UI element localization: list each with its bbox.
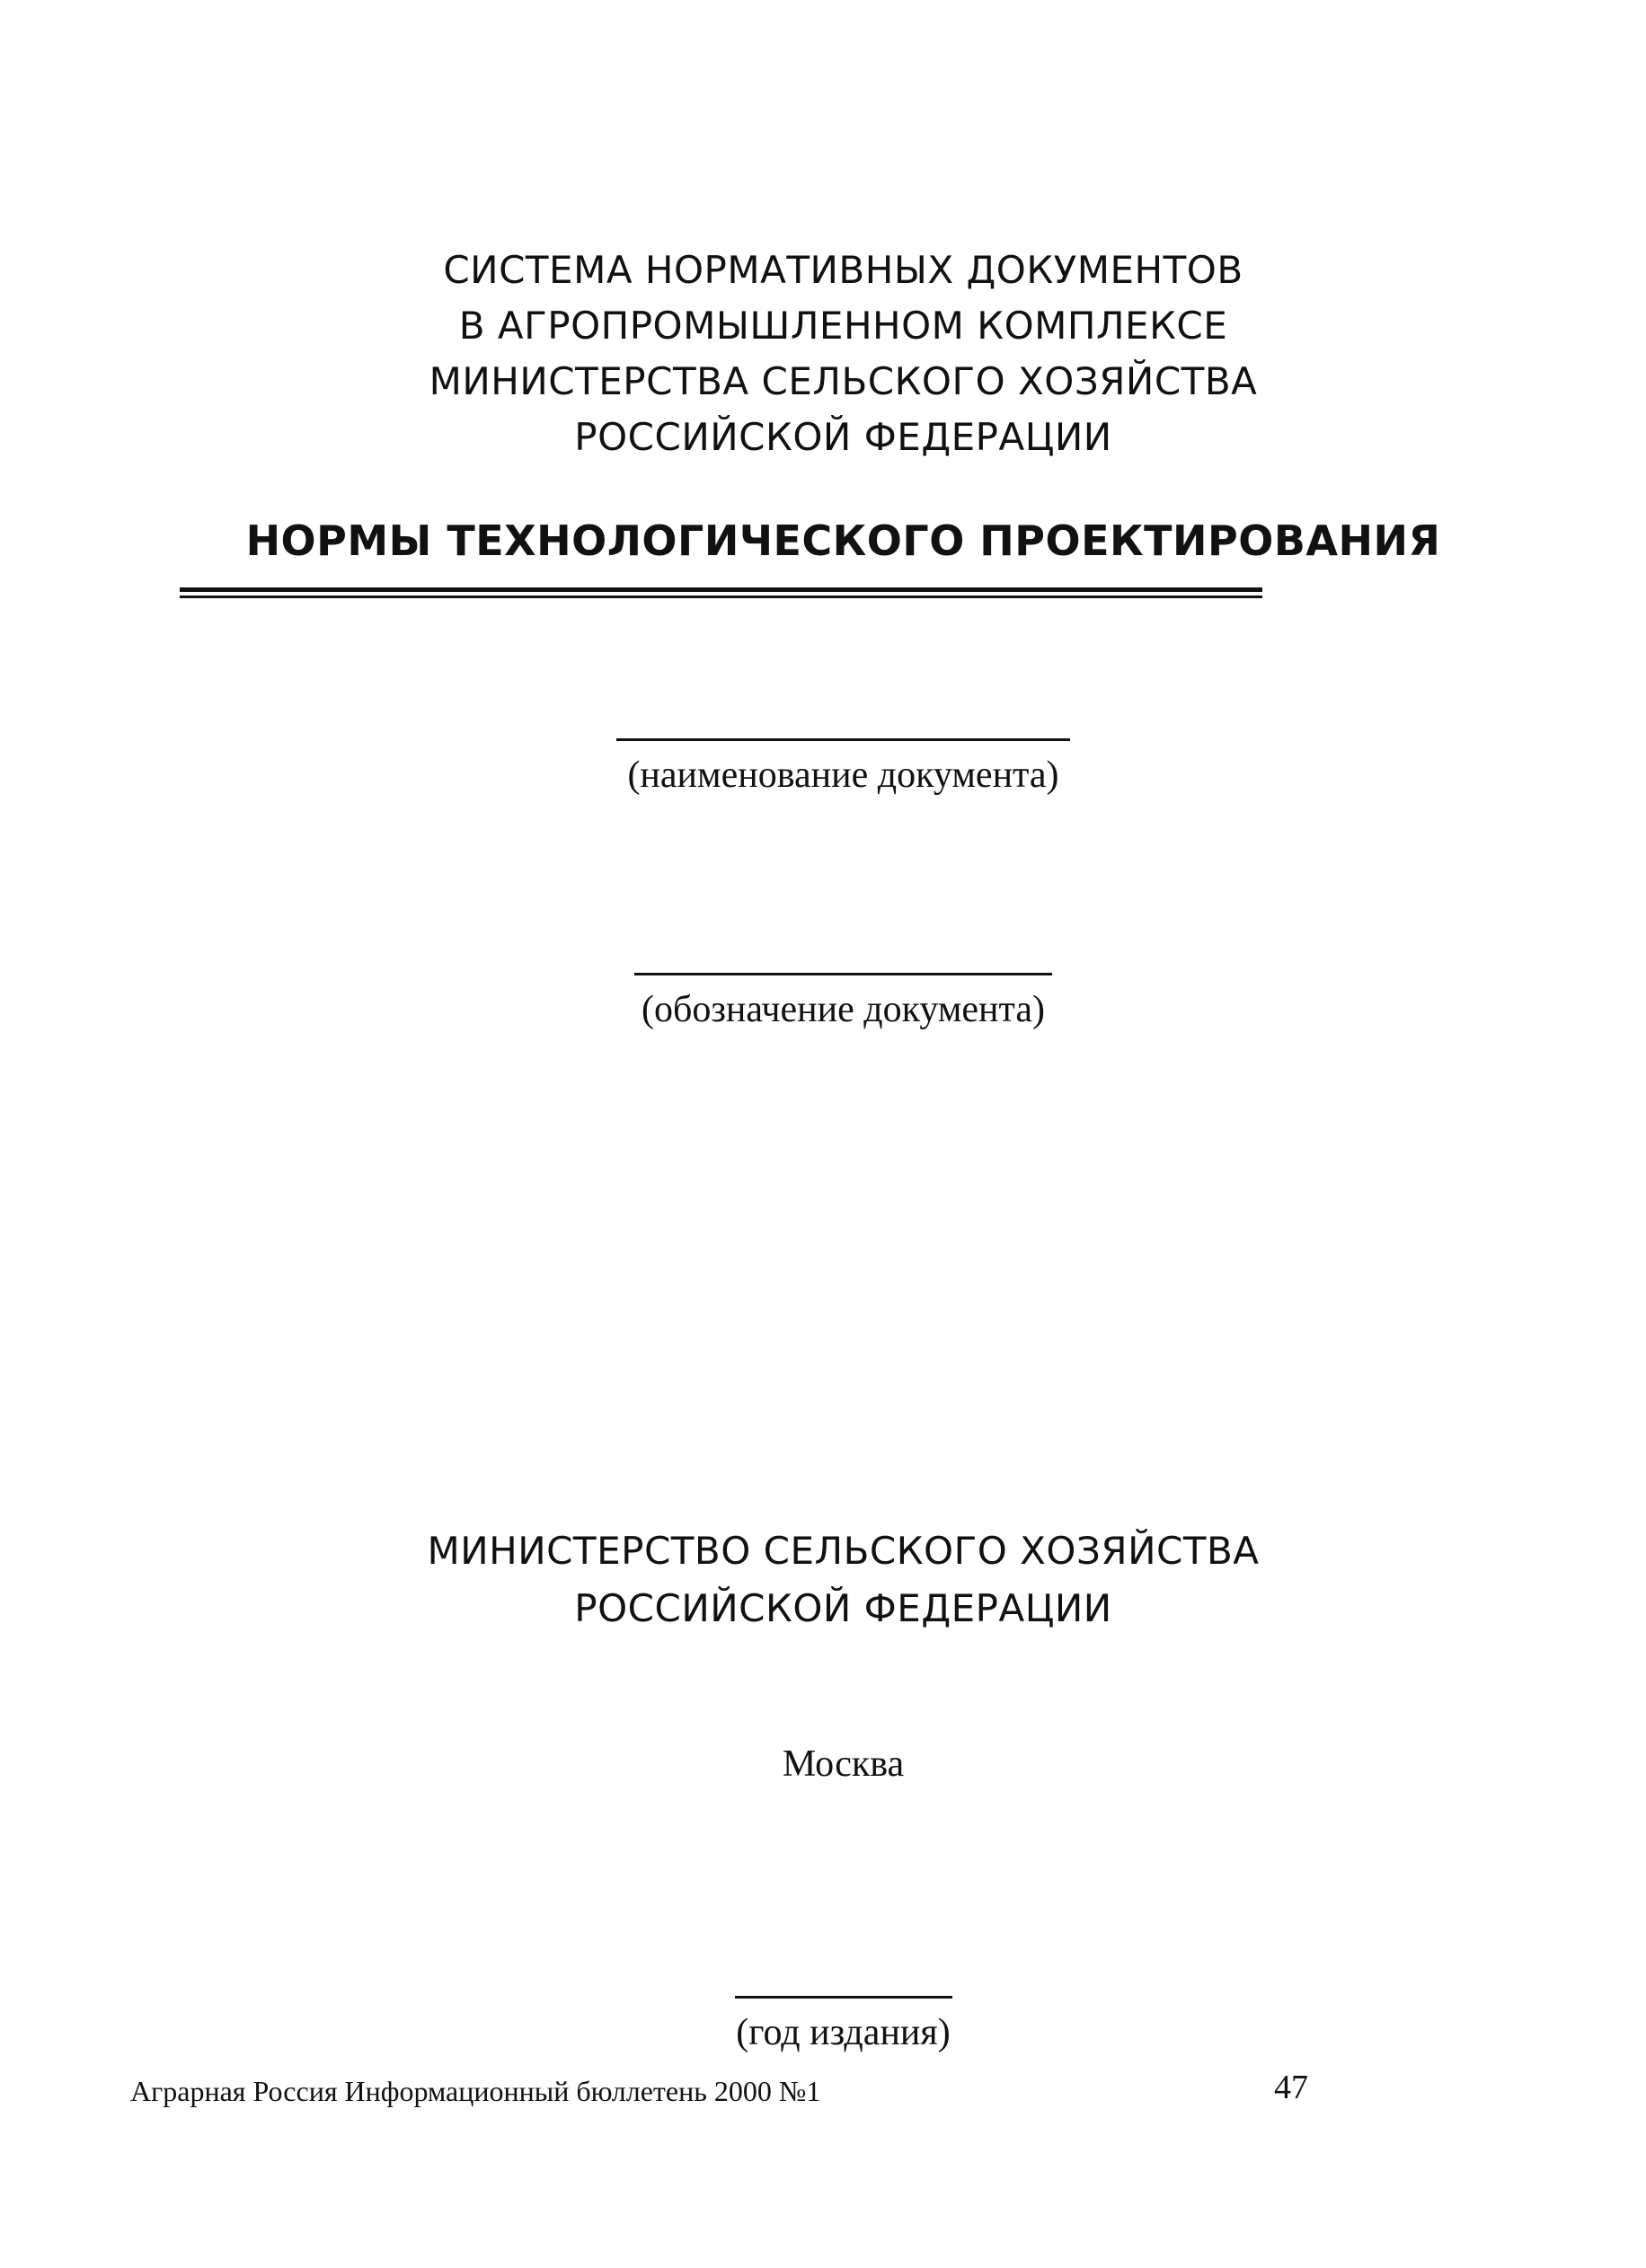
document-designation-caption: (обозначение документа) xyxy=(641,989,1046,1030)
publication-year-field xyxy=(0,1996,1646,2054)
ministry-line-1: МИНИСТЕРСТВО СЕЛЬСКОГО ХОЗЯЙСТВА xyxy=(427,1529,1260,1573)
page-number: 47 xyxy=(1274,2069,1308,2106)
ministry-block xyxy=(0,1522,1646,1637)
city: Москва xyxy=(782,1743,905,1785)
ministry-line-2: РОССИЙСКОЙ ФЕДЕРАЦИИ xyxy=(574,1586,1112,1630)
document-name-field xyxy=(0,738,1646,797)
publication-year-caption: (год издания) xyxy=(736,2012,951,2053)
main-title: НОРМЫ ТЕХНОЛОГИЧЕСКОГО ПРОЕКТИРОВАНИЯ xyxy=(245,516,1441,565)
footer-source: Аграрная Россия Информационный бюллетень 2000 №1 xyxy=(130,2075,821,2107)
header-line-2: В АГРОПРОМЫШЛЕННОМ КОМПЛЕКСЕ xyxy=(458,304,1228,348)
document-designation-line xyxy=(634,973,1052,975)
publication-year-line xyxy=(735,1996,952,1999)
document-name-caption: (наименование документа) xyxy=(627,755,1059,796)
title-double-rule xyxy=(180,587,1262,600)
header-line-1: СИСТЕМА НОРМАТИВНЫХ ДОКУМЕНТОВ xyxy=(443,248,1243,292)
system-header xyxy=(0,243,1646,465)
rule-thin xyxy=(180,596,1262,598)
rule-thick xyxy=(180,587,1262,592)
header-line-4: РОССИЙСКОЙ ФЕДЕРАЦИИ xyxy=(574,415,1112,459)
document-name-line xyxy=(616,738,1070,741)
document-designation-field xyxy=(0,973,1646,1031)
header-line-3: МИНИСТЕРСТВА СЕЛЬСКОГО ХОЗЯЙСТВА xyxy=(429,359,1258,403)
